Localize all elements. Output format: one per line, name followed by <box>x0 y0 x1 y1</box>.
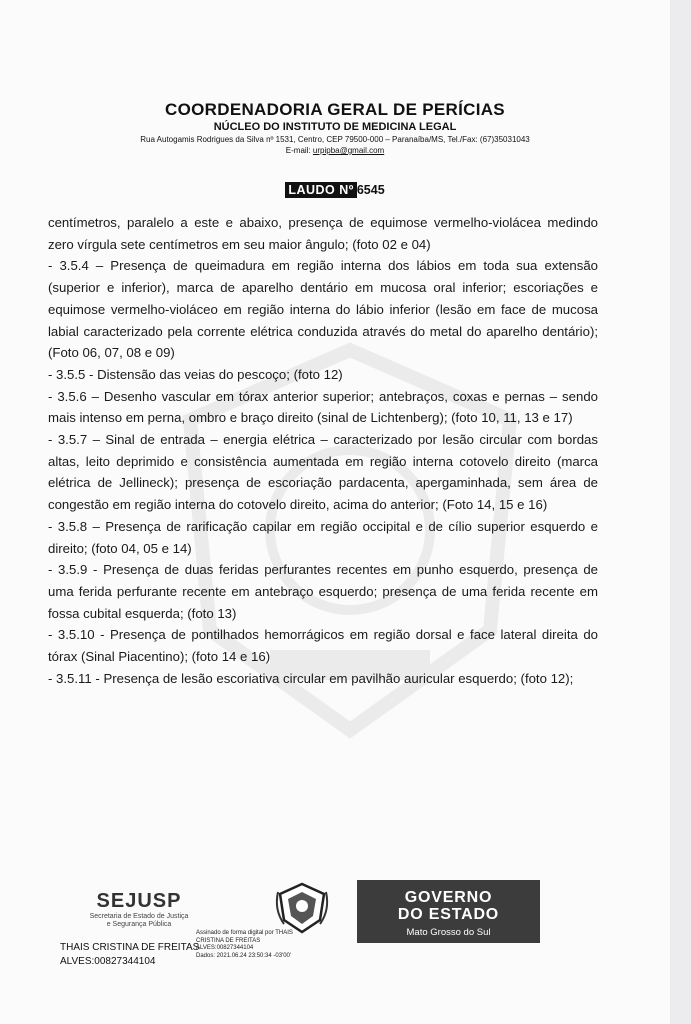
governo-line2: DO ESTADO <box>397 906 500 923</box>
sejusp-desc-line: e Segurança Pública <box>106 921 172 928</box>
paragraph: - 3.5.4 – Presença de queimadura em região interna dos lábios em toda sua extensão (superior e inferior), marca de aparelho dentário em mucosa oral inferior; escoriações e equimose vermelho-violáceo em região interna do lábio inferior (lesão em face de mucosa labial caracterizado pela corrente elétrica conduzida através do metal do aparelho dentário); (Foto 06, 07, 08 e 09) <box>48 258 598 361</box>
signer-name <box>60 941 199 969</box>
sejusp-logo <box>64 890 214 929</box>
signer-line: ALVES:00827344104 <box>60 956 156 967</box>
signature-meta-line: CRISTINA DE FREITAS <box>196 937 261 944</box>
paragraph: centímetros, paralelo a este e abaixo, presença de equimose vermelho-violácea medindo zero vírgula sete centímetros em seu maior ângulo; (foto 02 e 04) <box>48 215 598 252</box>
signature-meta-line: ALVES:00827344104 <box>196 945 254 951</box>
sejusp-name: SEJUSP <box>96 890 182 912</box>
paragraph: - 3.5.11 - Presença de lesão escoriativa circular em pavilhão auricular esquerdo; (foto 12); <box>48 670 574 686</box>
governo-state: Mato Grosso do Sul <box>406 927 491 938</box>
paragraph: - 3.5.10 - Presença de pontilhados hemorrágicos em região dorsal e face lateral direita do tórax (Sinal Piacentino); (foto 14 e 16) <box>48 627 598 665</box>
state-coat-of-arms-icon <box>272 880 332 936</box>
header-subtitle: NÚCLEO DO INSTITUTO DE MEDICINA LEGAL <box>213 121 457 133</box>
document-header <box>0 100 670 156</box>
signature-meta-line: Dados: 2021.06.24 23:50:34 -03'00' <box>196 952 292 959</box>
sejusp-desc-line: Secretaria de Estado de Justiça <box>89 913 189 920</box>
signer-line: THAIS CRISTINA DE FREITAS <box>60 942 200 953</box>
laudo-number <box>0 183 670 197</box>
header-email-line <box>0 145 670 156</box>
governo-logo <box>357 880 540 943</box>
governo-line1: GOVERNO <box>404 889 493 906</box>
paragraph: - 3.5.6 – Desenho vascular em tórax anterior superior; antebraços, coxas e pernas – sendo mais intenso em perna, ombro e braço direito (sinal de Lichtenberg); (foto 10, 11, 13 e 17) <box>48 388 598 426</box>
laudo-label: LAUDO Nº <box>285 182 357 198</box>
paragraph: - 3.5.5 - Distensão das veias do pescoço; (foto 12) <box>48 366 343 382</box>
digital-signature-meta <box>196 930 293 960</box>
header-address: Rua Autogamis Rodrigues da Silva nº 1531, Centro, CEP 79500-000 – Paranaíba/MS, Tel./Fax: (67)35031043 <box>140 135 530 144</box>
viewer-background-strip <box>670 0 691 1024</box>
sejusp-description <box>64 913 214 929</box>
paragraph: - 3.5.8 – Presença de rarificação capilar em região occipital e de cílio superior esquerdo e direito; (foto 04, 05 e 14) <box>48 518 598 556</box>
report-body <box>48 212 598 689</box>
document-footer <box>0 870 670 980</box>
paragraph: - 3.5.7 – Sinal de entrada – energia elétrica – caracterizado por lesão circular com bordas altas, leito deprimido e consistência aumentada em região interna cotovelo direito (marca elétrica de Jellineck); presença de escoriação pardacenta, apergaminhada, sem área de congestão em região interna do cotovelo direito, acima do anterior; (Foto 14, 15 e 16) <box>48 432 598 513</box>
email-label: E-mail: <box>285 146 313 155</box>
laudo-value: 6545 <box>356 183 385 197</box>
paragraph: - 3.5.9 - Presença de duas feridas perfurantes recentes em punho esquerdo, presença de uma ferida perfurante recente em antebraço esquerdo; presença de uma ferida recente em fossa cubital esquerda; (foto 13) <box>48 562 598 621</box>
email-address: urpipba@gmail.com <box>312 146 385 155</box>
signature-meta-line: Assinado de forma digital por THAIS <box>196 930 293 936</box>
header-title: COORDENADORIA GERAL DE PERÍCIAS <box>165 100 505 119</box>
